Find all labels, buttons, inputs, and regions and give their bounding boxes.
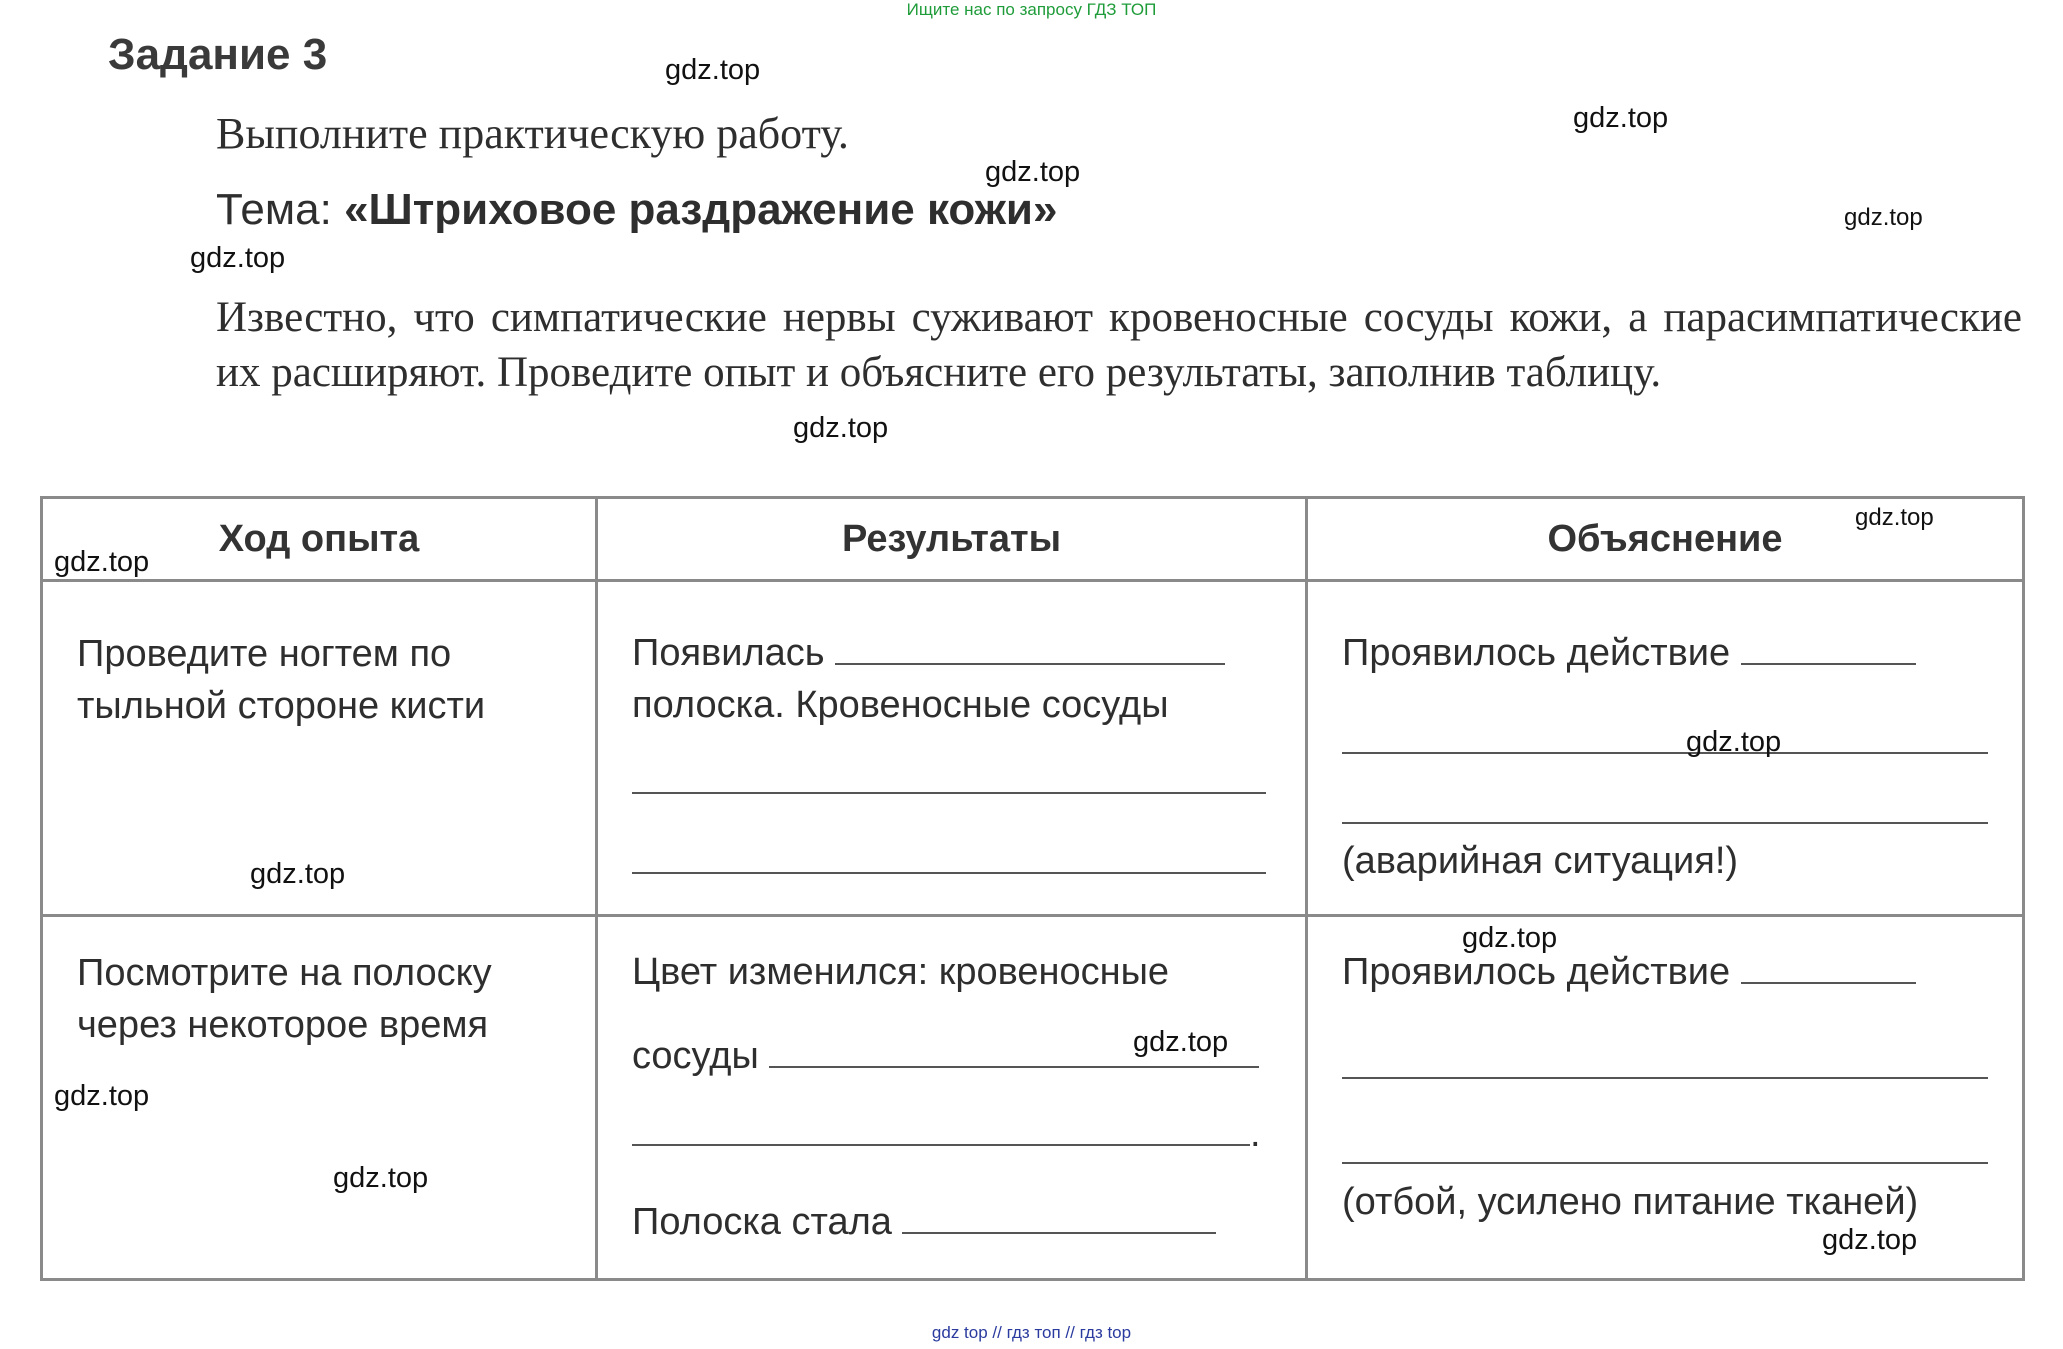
- row2-result-text2: сосуды: [632, 1035, 759, 1077]
- row2-procedure-line1: Посмотрите на полоску: [77, 952, 492, 994]
- row2-result-period: .: [1250, 1113, 1261, 1155]
- row1-explanation-text1: Проявилось действие: [1342, 632, 1731, 674]
- row2-result-line4: [632, 1201, 1216, 1244]
- row2-explanation-blank1[interactable]: [1741, 981, 1916, 984]
- header-results: Результаты: [597, 498, 1307, 581]
- topic-label: Тема:: [216, 185, 332, 234]
- task-paragraph: Известно, что симпатические нервы суживают кровеносные сосуды кожи, а парасимпатические их расширяют. Проведите опыт и объясните его результаты, заполнив таблицу.: [216, 294, 2022, 396]
- watermark: gdz.top: [54, 546, 150, 578]
- watermark: gdz.top: [793, 412, 889, 444]
- row1-procedure-line2: тыльной стороне кисти: [77, 685, 486, 727]
- watermark: gdz.top: [985, 156, 1081, 188]
- row1-result-text1: Появилась: [632, 632, 825, 674]
- watermark: gdz.top: [250, 858, 346, 890]
- task-title: Задание 3: [108, 30, 328, 79]
- watermark: gdz.top: [333, 1162, 429, 1194]
- row1-result-blank2[interactable]: [632, 792, 1266, 794]
- row1-result-blank1[interactable]: [835, 662, 1225, 665]
- row2-result-line3: [632, 1113, 1261, 1156]
- instruction: Выполните практическую работу.: [216, 109, 849, 158]
- row2-explanation-text1: Проявилось действие: [1342, 951, 1731, 993]
- row2-result-blank3[interactable]: [902, 1231, 1216, 1234]
- watermark: gdz.top: [190, 242, 286, 274]
- watermark: gdz.top: [1855, 504, 1934, 531]
- row2-explanation-blank2[interactable]: [1342, 1077, 1988, 1079]
- row2-result-text4: Полоска стала: [632, 1201, 892, 1243]
- watermark: gdz.top: [1133, 1026, 1229, 1058]
- row2-result-cell: [597, 916, 1307, 1280]
- row2-explanation-note: (отбой, усилено питание тканей): [1342, 1181, 1919, 1223]
- header-explanation: Объяснение: [1307, 498, 2024, 581]
- header-procedure: Ход опыта: [42, 498, 597, 581]
- table-header-row: [42, 498, 2024, 581]
- bottom-banner[interactable]: gdz top // гдз топ // гдз top: [931, 1323, 1132, 1342]
- row1-explanation-note: (аварийная ситуация!): [1342, 840, 1739, 882]
- watermark: gdz.top: [54, 1080, 150, 1112]
- row1-result-blank3[interactable]: [632, 872, 1266, 874]
- row2-explanation-line1: [1342, 951, 1916, 994]
- row2-explanation-blank3[interactable]: [1342, 1162, 1988, 1164]
- table-row: [42, 916, 2024, 1280]
- watermark: gdz.top: [1573, 102, 1669, 134]
- row1-explanation-line1: [1342, 632, 1916, 675]
- row1-explanation-blank1[interactable]: [1741, 662, 1916, 665]
- row1-explanation-blank3[interactable]: [1342, 822, 1988, 824]
- row1-procedure-line1: Проведите ногтем по: [77, 633, 452, 675]
- row2-result-blank2[interactable]: [632, 1143, 1250, 1146]
- watermark: gdz.top: [1462, 922, 1558, 954]
- watermark: gdz.top: [665, 54, 761, 86]
- watermark: gdz.top: [1686, 726, 1782, 758]
- row2-procedure-line2: через некоторое время: [77, 1004, 489, 1046]
- row1-result-line2: полоска. Кровеносные сосуды: [632, 684, 1169, 726]
- row1-result-line1: [632, 632, 1225, 675]
- row2-procedure: [77, 947, 492, 1051]
- row1-result-cell: [597, 581, 1307, 916]
- row1-explanation-blank2[interactable]: [1342, 752, 1988, 754]
- row1-explanation-cell: [1307, 581, 2024, 916]
- row1-procedure: [77, 628, 485, 732]
- topic-name: «Штриховое раздражение кожи»: [344, 185, 1058, 234]
- watermark: gdz.top: [1844, 204, 1923, 231]
- row2-result-blank1[interactable]: [769, 1065, 1259, 1068]
- watermark: gdz.top: [1822, 1224, 1918, 1256]
- row2-result-line1: Цвет изменился: кровеносные: [632, 951, 1170, 993]
- top-banner[interactable]: Ищите нас по запросу ГДЗ ТОП: [906, 0, 1157, 19]
- topic: [216, 185, 1057, 235]
